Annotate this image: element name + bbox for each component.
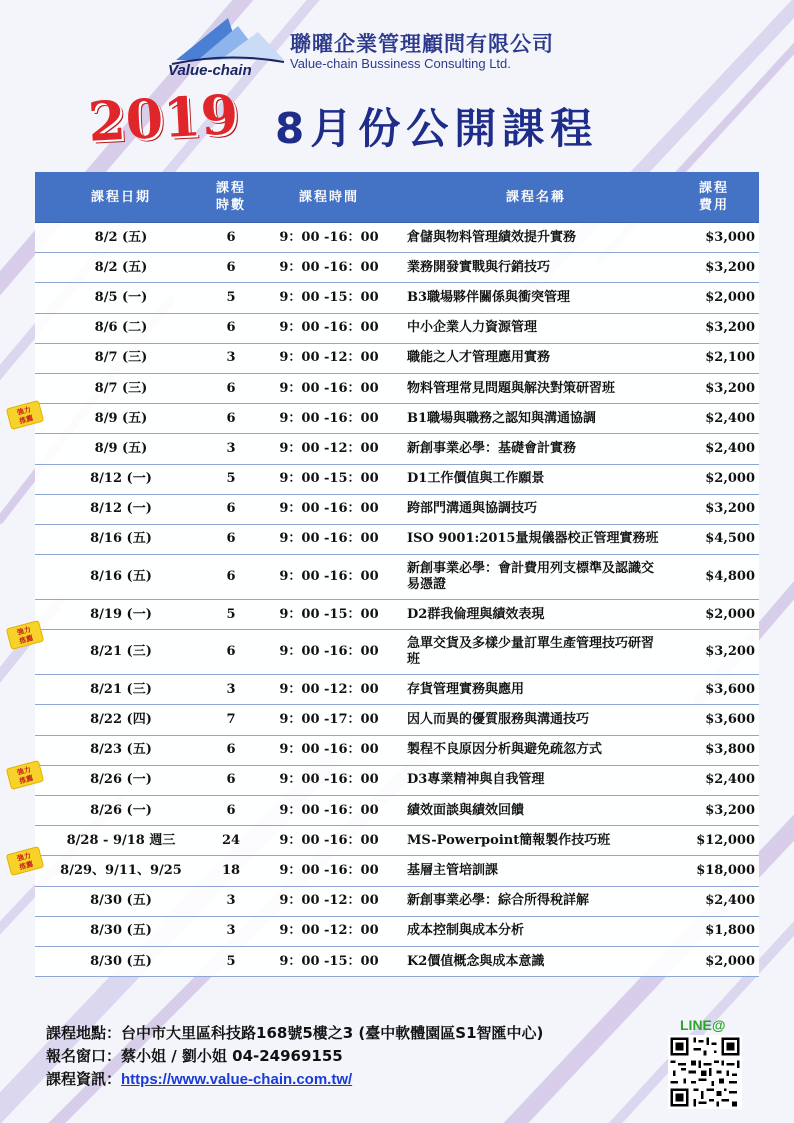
page-header (0, 0, 794, 170)
row-time: 9：00 -16：00 (255, 494, 403, 524)
row-date: 8/2 (五) (35, 223, 207, 253)
row-hours: 5 (207, 464, 255, 494)
table-row (35, 705, 759, 735)
badge-line1: 強力 (16, 405, 32, 417)
badge-line1: 強力 (16, 851, 32, 863)
row-fee: $3,200 (669, 494, 759, 524)
row-fee: $3,200 (669, 630, 759, 675)
company-name-zh: 聯曜企業管理顧問有限公司 (290, 32, 554, 56)
row-hours: 6 (207, 796, 255, 826)
table-row (35, 313, 759, 343)
header-hours-line2: 時數 (215, 198, 246, 213)
row-hours: 3 (207, 886, 255, 916)
table-row (35, 343, 759, 373)
row-hours: 6 (207, 373, 255, 403)
row-fee: $3,800 (669, 735, 759, 765)
row-course-name: 新創事業必學：綜合所得稅詳解 (403, 886, 669, 916)
row-hours: 7 (207, 705, 255, 735)
row-course-name: ISO 9001:2015量規儀器校正管理實務班 (403, 524, 669, 554)
row-time: 9：00 -17：00 (255, 705, 403, 735)
row-course-name: 成本控制與成本分析 (403, 916, 669, 946)
row-date: 8/5 (一) (35, 283, 207, 313)
table-row (35, 253, 759, 283)
row-fee: $1,800 (669, 916, 759, 946)
header-time: 課程時間 (255, 172, 403, 223)
badge-line2: 推薦 (18, 860, 35, 872)
row-date: 8/29、9/11、9/25 (35, 856, 207, 886)
table-row (35, 675, 759, 705)
table-row (35, 404, 759, 434)
header-fee-line2: 費用 (698, 198, 729, 213)
row-course-name: B1職場與職務之認知與溝通協調 (403, 404, 669, 434)
row-time: 9：00 -16：00 (255, 404, 403, 434)
row-course-name: 因人而異的優質服務與溝通技巧 (403, 705, 669, 735)
row-course-name: 物料管理常見問題與解決對策研習班 (403, 373, 669, 403)
row-course-name: 職能之人才管理應用實務 (403, 343, 669, 373)
row-date: 8/2 (五) (35, 253, 207, 283)
row-time: 9：00 -16：00 (255, 735, 403, 765)
badge-line2: 推薦 (18, 414, 35, 426)
row-date: 8/6 (二) (35, 313, 207, 343)
row-time: 9：00 -12：00 (255, 434, 403, 464)
row-date: 8/26 (一) (35, 796, 207, 826)
table-row (35, 765, 759, 795)
row-hours: 3 (207, 675, 255, 705)
row-hours: 6 (207, 524, 255, 554)
row-date: 8/21 (三) (35, 675, 207, 705)
row-time: 9：00 -12：00 (255, 675, 403, 705)
row-fee: $3,200 (669, 253, 759, 283)
row-date: 8/9 (五) (35, 434, 207, 464)
table-row (35, 856, 759, 886)
row-fee: $12,000 (669, 826, 759, 856)
row-course-name: K2價值概念與成本意識 (403, 946, 669, 976)
row-hours: 3 (207, 343, 255, 373)
table-row (35, 916, 759, 946)
row-date: 8/26 (一) (35, 765, 207, 795)
row-fee: $2,400 (669, 404, 759, 434)
row-time: 9：00 -16：00 (255, 630, 403, 675)
row-course-name: D2群我倫理與績效表現 (403, 600, 669, 630)
row-course-name: 績效面談與績效回饋 (403, 796, 669, 826)
row-course-name: MS-Powerpoint簡報製作技巧班 (403, 826, 669, 856)
header-hours (207, 172, 255, 223)
row-date: 8/7 (三) (35, 373, 207, 403)
row-fee: $3,200 (669, 796, 759, 826)
row-course-name: B3職場夥伴關係與衝突管理 (403, 283, 669, 313)
row-date: 8/21 (三) (35, 630, 207, 675)
row-date: 8/30 (五) (35, 946, 207, 976)
row-time: 9：00 -12：00 (255, 886, 403, 916)
row-fee: $4,800 (669, 555, 759, 600)
row-time: 9：00 -12：00 (255, 343, 403, 373)
row-date: 8/9 (五) (35, 404, 207, 434)
table-row (35, 735, 759, 765)
row-fee: $2,100 (669, 343, 759, 373)
row-hours: 5 (207, 283, 255, 313)
table-row (35, 630, 759, 675)
table-header-row (35, 172, 759, 223)
row-hours: 5 (207, 600, 255, 630)
row-date: 8/16 (五) (35, 524, 207, 554)
row-date: 8/22 (四) (35, 705, 207, 735)
row-hours: 6 (207, 555, 255, 600)
row-course-name: D3專業精神與自我管理 (403, 765, 669, 795)
row-time: 9：00 -16：00 (255, 524, 403, 554)
table-row (35, 283, 759, 313)
row-hours: 6 (207, 765, 255, 795)
row-fee: $2,000 (669, 600, 759, 630)
row-hours: 24 (207, 826, 255, 856)
row-hours: 6 (207, 735, 255, 765)
badge-line2: 推薦 (18, 774, 35, 786)
course-schedule-table (35, 172, 759, 977)
table-row (35, 796, 759, 826)
row-hours: 6 (207, 494, 255, 524)
table-row (35, 223, 759, 253)
year-heading: 2019 (86, 82, 240, 154)
row-date: 8/7 (三) (35, 343, 207, 373)
table-row (35, 494, 759, 524)
row-fee: $2,400 (669, 434, 759, 464)
row-course-name: D1工作價值與工作願景 (403, 464, 669, 494)
row-date: 8/12 (一) (35, 464, 207, 494)
row-fee: $3,600 (669, 705, 759, 735)
row-hours: 3 (207, 434, 255, 464)
row-hours: 6 (207, 313, 255, 343)
row-date: 8/30 (五) (35, 886, 207, 916)
row-course-name: 存貨管理實務與應用 (403, 675, 669, 705)
row-fee: $3,000 (669, 223, 759, 253)
row-hours: 6 (207, 630, 255, 675)
row-course-name: 製程不良原因分析與避免疏忽方式 (403, 735, 669, 765)
row-course-name: 新創事業必學：基礎會計實務 (403, 434, 669, 464)
header-fee-line1: 課程 (698, 181, 729, 196)
row-time: 9：00 -16：00 (255, 826, 403, 856)
row-course-name: 基層主管培訓課 (403, 856, 669, 886)
row-fee: $2,400 (669, 886, 759, 916)
footer-contact: 報名窗口：蔡小姐 / 劉小姐 04-24969155 (46, 1047, 343, 1065)
row-date: 8/12 (一) (35, 494, 207, 524)
row-fee: $2,400 (669, 765, 759, 795)
row-time: 9：00 -15：00 (255, 600, 403, 630)
header-fee (669, 172, 759, 223)
table-row (35, 946, 759, 976)
row-time: 9：00 -16：00 (255, 765, 403, 795)
row-hours: 18 (207, 856, 255, 886)
row-time: 9：00 -15：00 (255, 283, 403, 313)
footer-info (46, 1022, 543, 1091)
row-time: 9：00 -16：00 (255, 313, 403, 343)
qr-code-icon[interactable] (668, 1035, 742, 1109)
table-row (35, 373, 759, 403)
table-row (35, 555, 759, 600)
row-date: 8/19 (一) (35, 600, 207, 630)
badge-line2: 推薦 (18, 634, 35, 646)
row-course-name: 業務開發實戰與行銷技巧 (403, 253, 669, 283)
badge-line1: 強力 (16, 765, 32, 777)
table-row (35, 600, 759, 630)
line-label: LINE@ (680, 1017, 726, 1033)
header-name: 課程名稱 (403, 172, 669, 223)
row-course-name: 新創事業必學：會計費用列支標準及認識交易憑證 (403, 555, 669, 600)
row-fee: $3,600 (669, 675, 759, 705)
row-fee: $3,200 (669, 313, 759, 343)
row-time: 9：00 -16：00 (255, 373, 403, 403)
row-hours: 6 (207, 253, 255, 283)
row-fee: $4,500 (669, 524, 759, 554)
row-date: 8/23 (五) (35, 735, 207, 765)
row-date: 8/30 (五) (35, 916, 207, 946)
row-time: 9：00 -12：00 (255, 916, 403, 946)
page-title: 8月份公開課程 (275, 104, 599, 153)
header-hours-line1: 課程 (215, 181, 246, 196)
row-course-name: 倉儲與物料管理績效提升實務 (403, 223, 669, 253)
row-time: 9：00 -16：00 (255, 796, 403, 826)
row-hours: 6 (207, 223, 255, 253)
row-fee: $2,000 (669, 946, 759, 976)
row-course-name: 中小企業人力資源管理 (403, 313, 669, 343)
footer-location: 課程地點：台中市大里區科技路168號5樓之3 (臺中軟體園區S1智匯中心) (46, 1024, 544, 1042)
footer-info-line (46, 1068, 543, 1091)
row-course-name: 急單交貨及多樣少量訂單生產管理技巧研習班 (403, 630, 669, 675)
row-time: 9：00 -15：00 (255, 464, 403, 494)
table-row (35, 886, 759, 916)
row-hours: 6 (207, 404, 255, 434)
row-time: 9：00 -16：00 (255, 856, 403, 886)
table-row (35, 434, 759, 464)
row-time: 9：00 -16：00 (255, 223, 403, 253)
row-date: 8/16 (五) (35, 555, 207, 600)
badge-line1: 強力 (16, 625, 32, 637)
brand-name: Value-chain (168, 62, 252, 79)
website-link[interactable]: https://www.value-chain.com.tw/ (121, 1071, 353, 1088)
company-name-en: Value-chain Bussiness Consulting Ltd. (290, 56, 511, 71)
row-time: 9：00 -16：00 (255, 555, 403, 600)
row-fee: $18,000 (669, 856, 759, 886)
row-fee: $2,000 (669, 283, 759, 313)
row-time: 9：00 -15：00 (255, 946, 403, 976)
table-row (35, 524, 759, 554)
header-date: 課程日期 (35, 172, 207, 223)
row-fee: $2,000 (669, 464, 759, 494)
row-hours: 5 (207, 946, 255, 976)
row-date: 8/28 - 9/18 週三 (35, 826, 207, 856)
footer-info-label: 課程資訊： (46, 1070, 122, 1088)
row-time: 9：00 -16：00 (255, 253, 403, 283)
table-row (35, 826, 759, 856)
row-fee: $3,200 (669, 373, 759, 403)
row-course-name: 跨部門溝通與協調技巧 (403, 494, 669, 524)
table-row (35, 464, 759, 494)
row-hours: 3 (207, 916, 255, 946)
